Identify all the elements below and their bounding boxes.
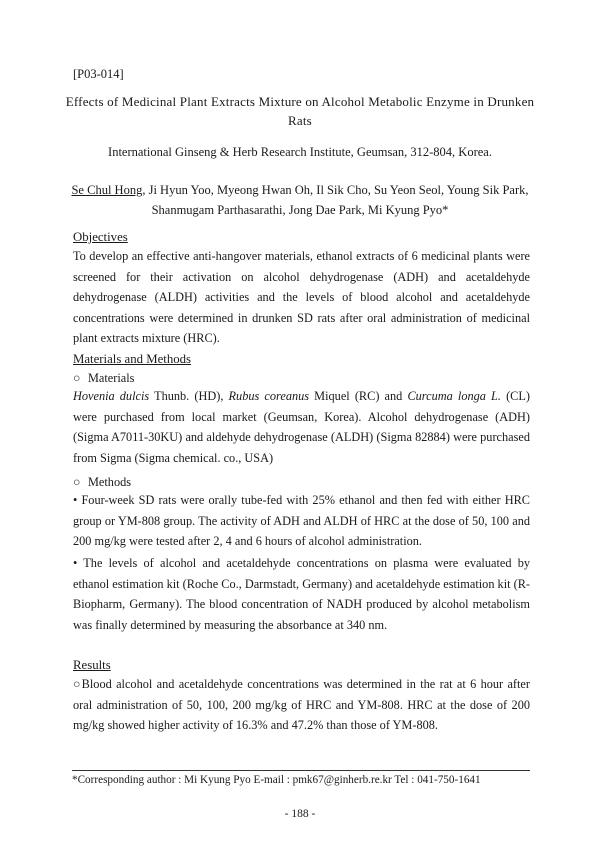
method-item-2: • The levels of alcohol and acetaldehyde concentrations on plasma were evaluated by ethanol estimation kit (Roche Co., Darmstadt, Germany) and acetaldehyde estimation kit (R-Biopharm, Germany). The blood concentration of NADH produced by alcohol metabolism was finally determined by measuring the absorbance at 340 nm. <box>73 556 530 632</box>
objectives-heading: Objectives <box>73 230 128 244</box>
materials-part1: Thunb. (HD), <box>149 389 229 403</box>
methods-subheading <box>73 475 131 490</box>
paper-title: Effects of Medicinal Plant Extracts Mixture on Alcohol Metabolic Enzyme in Drunken Rats <box>65 94 535 128</box>
species-hd: Hovenia dulcis <box>73 389 150 403</box>
species-rc: Rubus coreanus <box>228 389 310 403</box>
materials-subheading <box>73 371 134 386</box>
results-heading: Results <box>73 658 111 672</box>
results-text: ○Blood alcohol and acetaldehyde concentrations was determined in the rat at 6 hour after oral administration of 50, 100, 200 mg/kg of HRC and YM-808. HRC at the dose of 200 mg/kg showed higher activity of 16.3% and 47.2% than those of YM-808. <box>73 677 530 732</box>
footnote-rule <box>72 770 530 771</box>
materials-label: Materials <box>88 371 135 385</box>
affiliation: International Ginseng & Herb Research Institute, Geumsan, 312-804, Korea. <box>108 145 492 159</box>
coauthors: , Ji Hyun Yoo, Myeong Hwan Oh, Il Sik Cho, Su Yeon Seol, Young Sik Park, Shanmugam Parthasarathi, Jong Dae Park, Mi Kyung Pyo* <box>142 183 529 217</box>
method-item-1: • Four-week SD rats were orally tube-fed with 25% ethanol and then fed with either HRC group or YM-808 group. The activity of ADH and ALDH of HRC at the dose of 50, 100 and 200 mg/kg were tested after 2, 4 and 6 hours of alcohol administration. <box>73 493 530 548</box>
materials-part2: Miquel (RC) and <box>309 389 408 403</box>
materials-methods-heading: Materials and Methods <box>73 352 191 366</box>
corresponding-author-footnote: *Corresponding author : Mi Kyung Pyo E-mail : pmk67@ginherb.re.kr Tel : 041-750-1641 <box>72 774 481 786</box>
page-number: - 188 - <box>284 808 316 820</box>
materials-text <box>73 386 530 468</box>
abstract-code: [P03-014] <box>73 67 124 81</box>
circle-bullet-icon: ○ <box>73 475 81 489</box>
materials-part3: (CL) were purchased from local market (Geumsan, Korea). Alcohol dehydrogenase (ADH) (Sigma A7011-30KU) and aldehyde dehydrogenase (ALDH) (Sigma 82884) were purchased from Sigma (Sigma chemical. co., USA) <box>73 389 530 465</box>
circle-bullet-icon: ○ <box>73 371 81 385</box>
species-cl: Curcuma longa L. <box>407 389 501 403</box>
objectives-text: To develop an effective anti-hangover materials, ethanol extracts of 6 medicinal plants were screened for their activation on alcohol dehydrogenase (ADH) and acetaldehyde dehydrogenase (ALDH) activities and the levels of blood alcohol and acetaldehyde concentrations were determined in drunken SD rats after oral administration of medicinal plant extracts mixture (HRC). <box>73 249 530 345</box>
presenting-author: Se Chul Hong <box>71 183 143 197</box>
methods-label: Methods <box>88 475 132 489</box>
author-list <box>40 180 560 220</box>
